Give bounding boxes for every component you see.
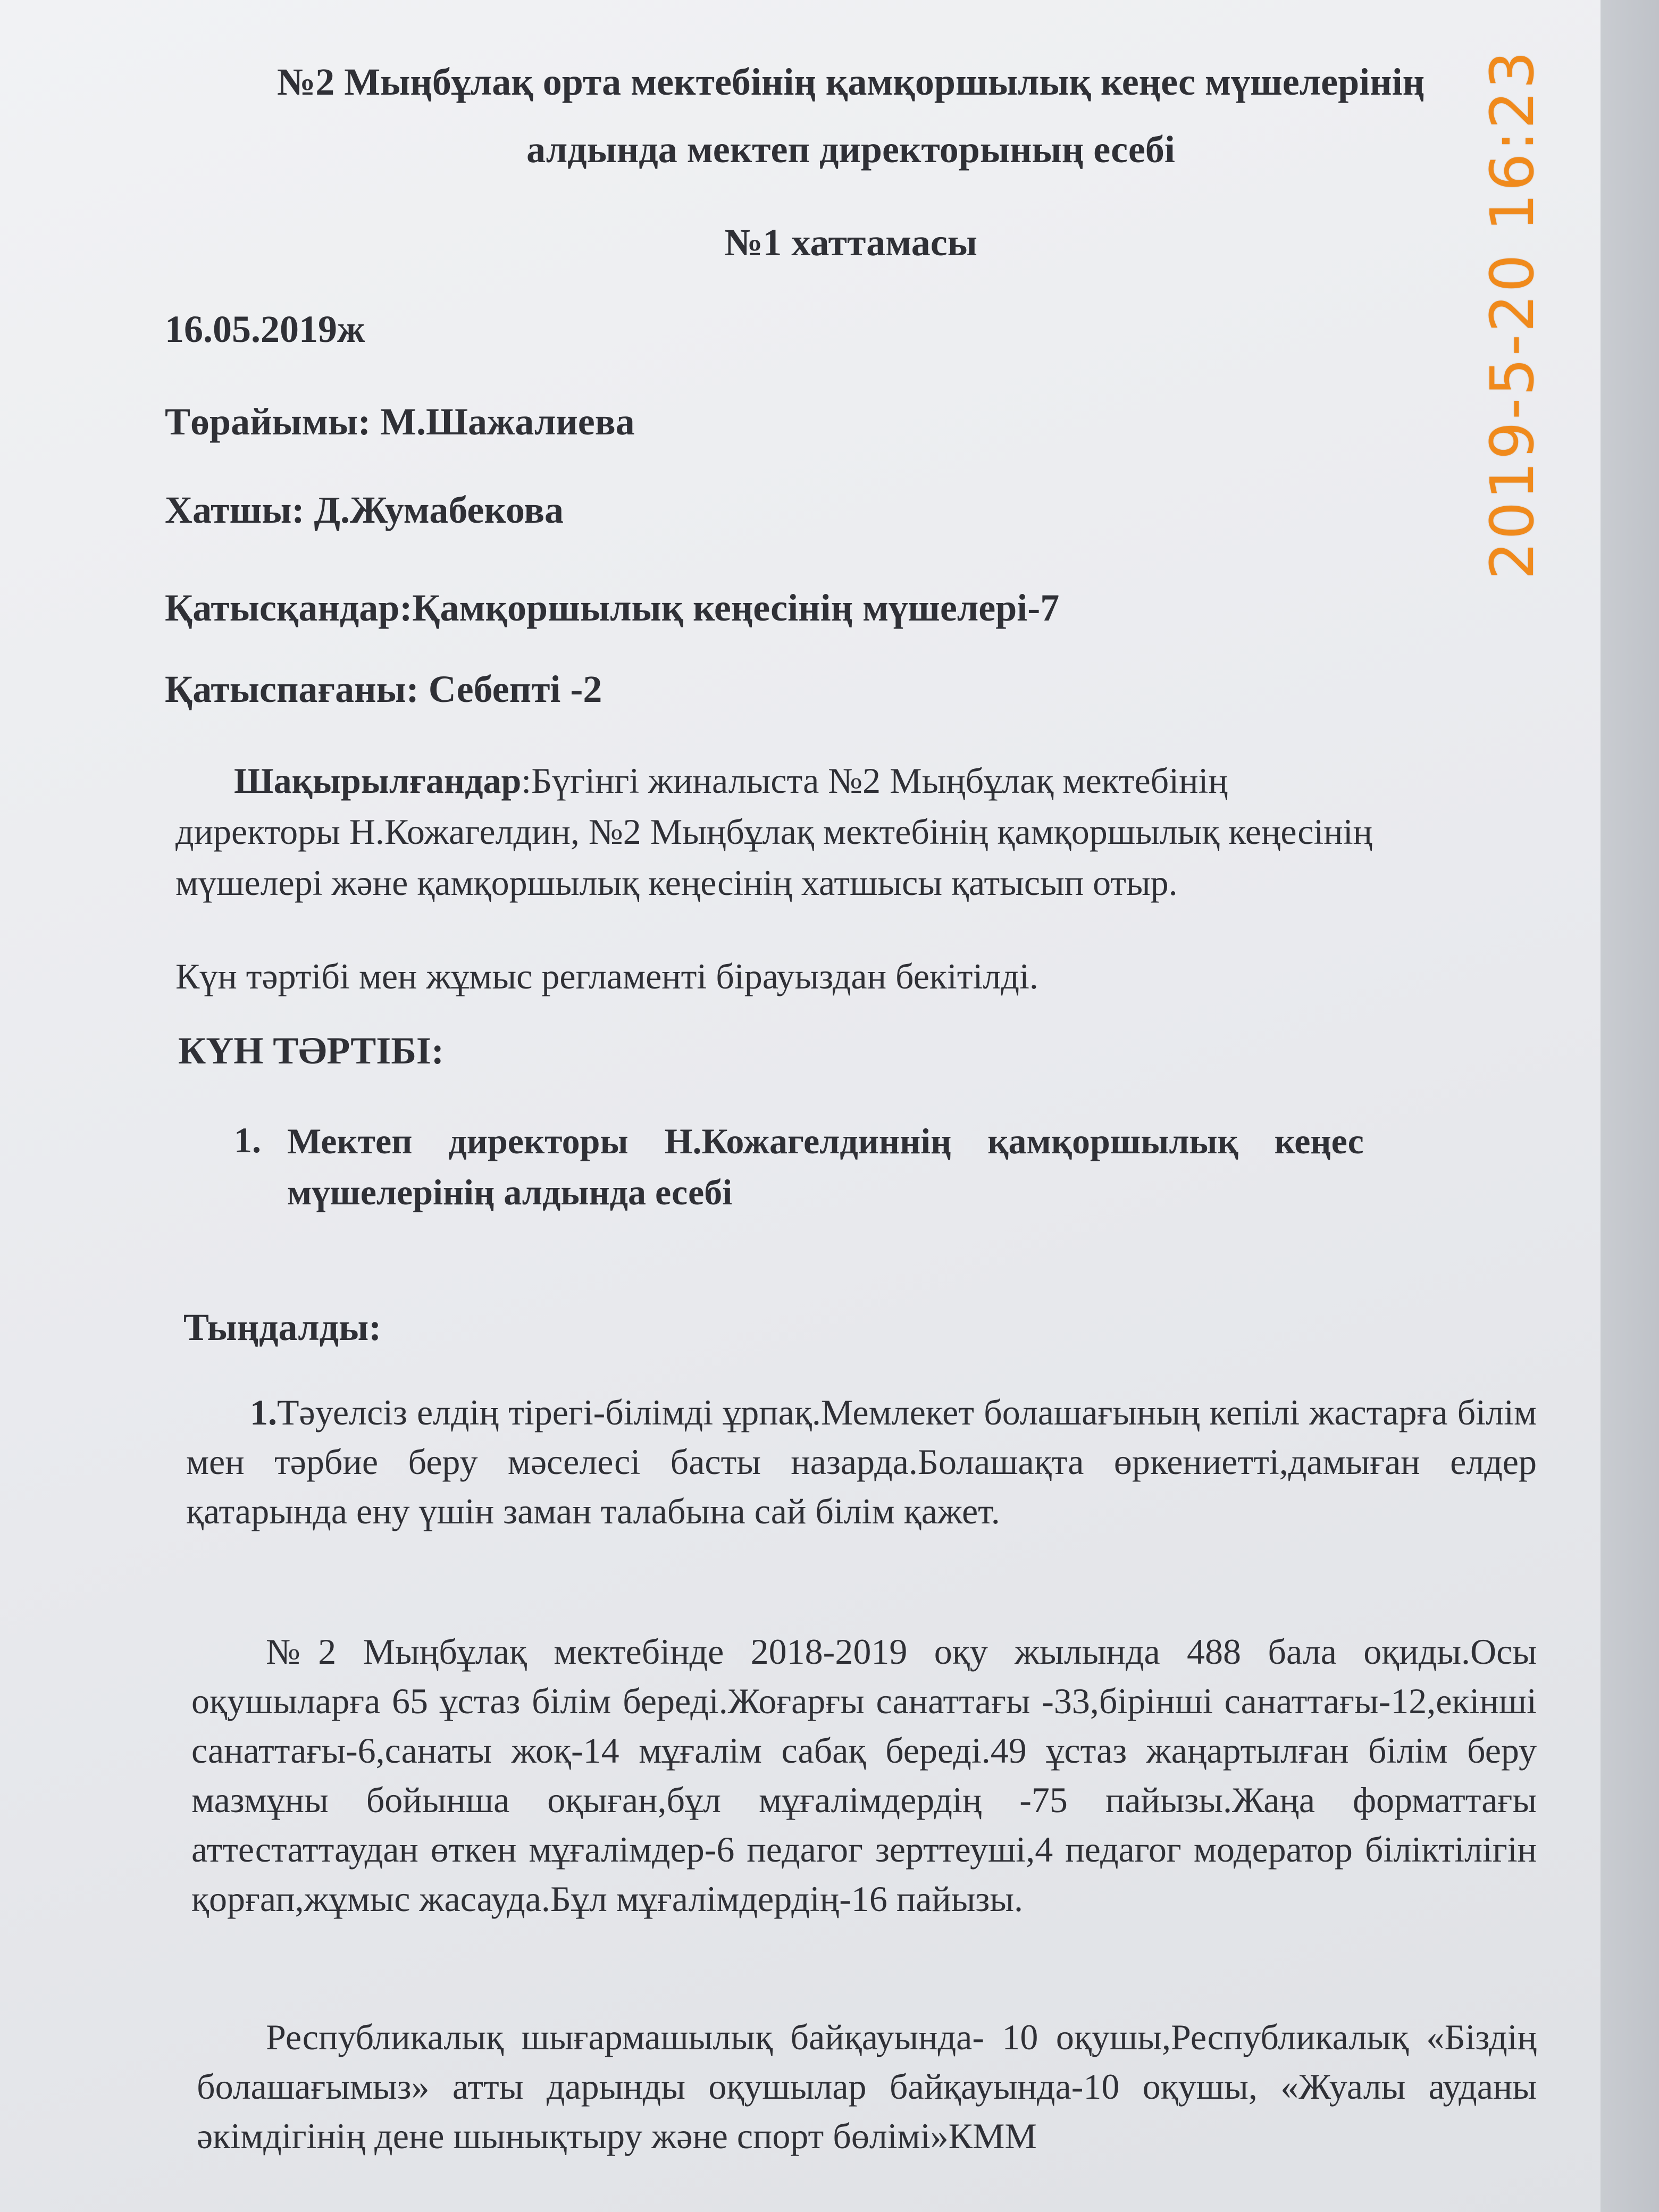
heard-heading: Тыңдалды:: [183, 1306, 382, 1348]
document-title-line1: №2 Мыңбұлақ орта мектебінің қамқоршылық кеңес мүшелерінің: [276, 61, 1425, 103]
agenda-approval: Күн тәртібі мен жұмыс регламенті бірауыздан бекітілді.: [175, 956, 1038, 996]
agenda-item-line2: мүшелерінің алдында есебі: [287, 1172, 733, 1212]
protocol-number: №1 хаттамасы: [724, 221, 977, 264]
photo-timestamp: 2019-5-20 16:23: [1478, 49, 1547, 580]
agenda-item-number: 1.: [234, 1120, 261, 1160]
invited-line3: мүшелері және қамқоршылық кеңесінің хатшысы қатысып отыр.: [175, 862, 1178, 903]
invited-line1: Шақырылғандар:Бүгінгі жиналыста №2 Мыңбұлақ мектебінің: [234, 760, 1228, 801]
invited-label: Шақырылғандар: [234, 760, 522, 801]
paragraph-1: 1.Тәуелсіз елдің тірегі-білімді ұрпақ.Мемлекет болашағының кепілі жастарға білім мен тәрбие беру мәселесі басты назарда.Болашақта өркениетті,дамыған елдер қатарында ену үшін заман талабына сай білім қажет.: [186, 1392, 1537, 1531]
attendees: Қатысқандар:Қамқоршылық кеңесінің мүшелері-7: [165, 586, 1060, 629]
agenda-heading: КҮН ТӘРТІБІ:: [178, 1029, 444, 1072]
paragraph-1-number: 1.: [250, 1392, 277, 1432]
meeting-date: 16.05.2019ж: [165, 308, 365, 350]
invited-line2: директоры Н.Кожагелдин, №2 Мыңбұлақ мектебінің қамқоршылық кеңесінің: [175, 811, 1372, 852]
paragraph-2: №2 Мыңбұлақ мектебінде 2018-2019 оқу жылында 488 бала оқиды.Осы оқушыларға 65 ұстаз білім береді.Жоғарғы санаттағы -33,бірінші санаттағы-12,екінші санаттағы-6,санаты жоқ-14 мұғалім сабақ береді.49 ұстаз жаңартылған білім беру мазмұны бойынша оқыған,бұл мұғалімдердің -75 пайызы.Жаңа форматтағы аттестаттаудан өткен мұғалімдер-6 педагог зерттеуші,4 педагог модератор біліктілігін қорғап,жұмыс жасауда.Бұл мұғалімдердің-16 пайызы.: [191, 1631, 1537, 1919]
agenda-item-line1: Мектеп директоры Н.Кожагелдиннің қамқоршылық кеңес: [287, 1121, 1364, 1161]
document-title-line2: алдында мектеп директорының есебі: [526, 128, 1175, 171]
paragraph-3: Республикалық шығармашылық байқауында- 10 оқушы,Республикалық «Біздің болашағымыз» атты дарынды оқушылар байқауында-10 оқушы, «Жуалы ауданы әкімдігінің дене шынықтыру және спорт бөлімі»КММ: [197, 2017, 1537, 2156]
secretary: Хатшы: Д.Жумабекова: [165, 489, 564, 531]
page-edge: [1601, 0, 1659, 2212]
chairperson: Төрайымы: М.Шажалиева: [165, 400, 635, 443]
absentees: Қатыспағаны: Себепті -2: [165, 668, 602, 710]
